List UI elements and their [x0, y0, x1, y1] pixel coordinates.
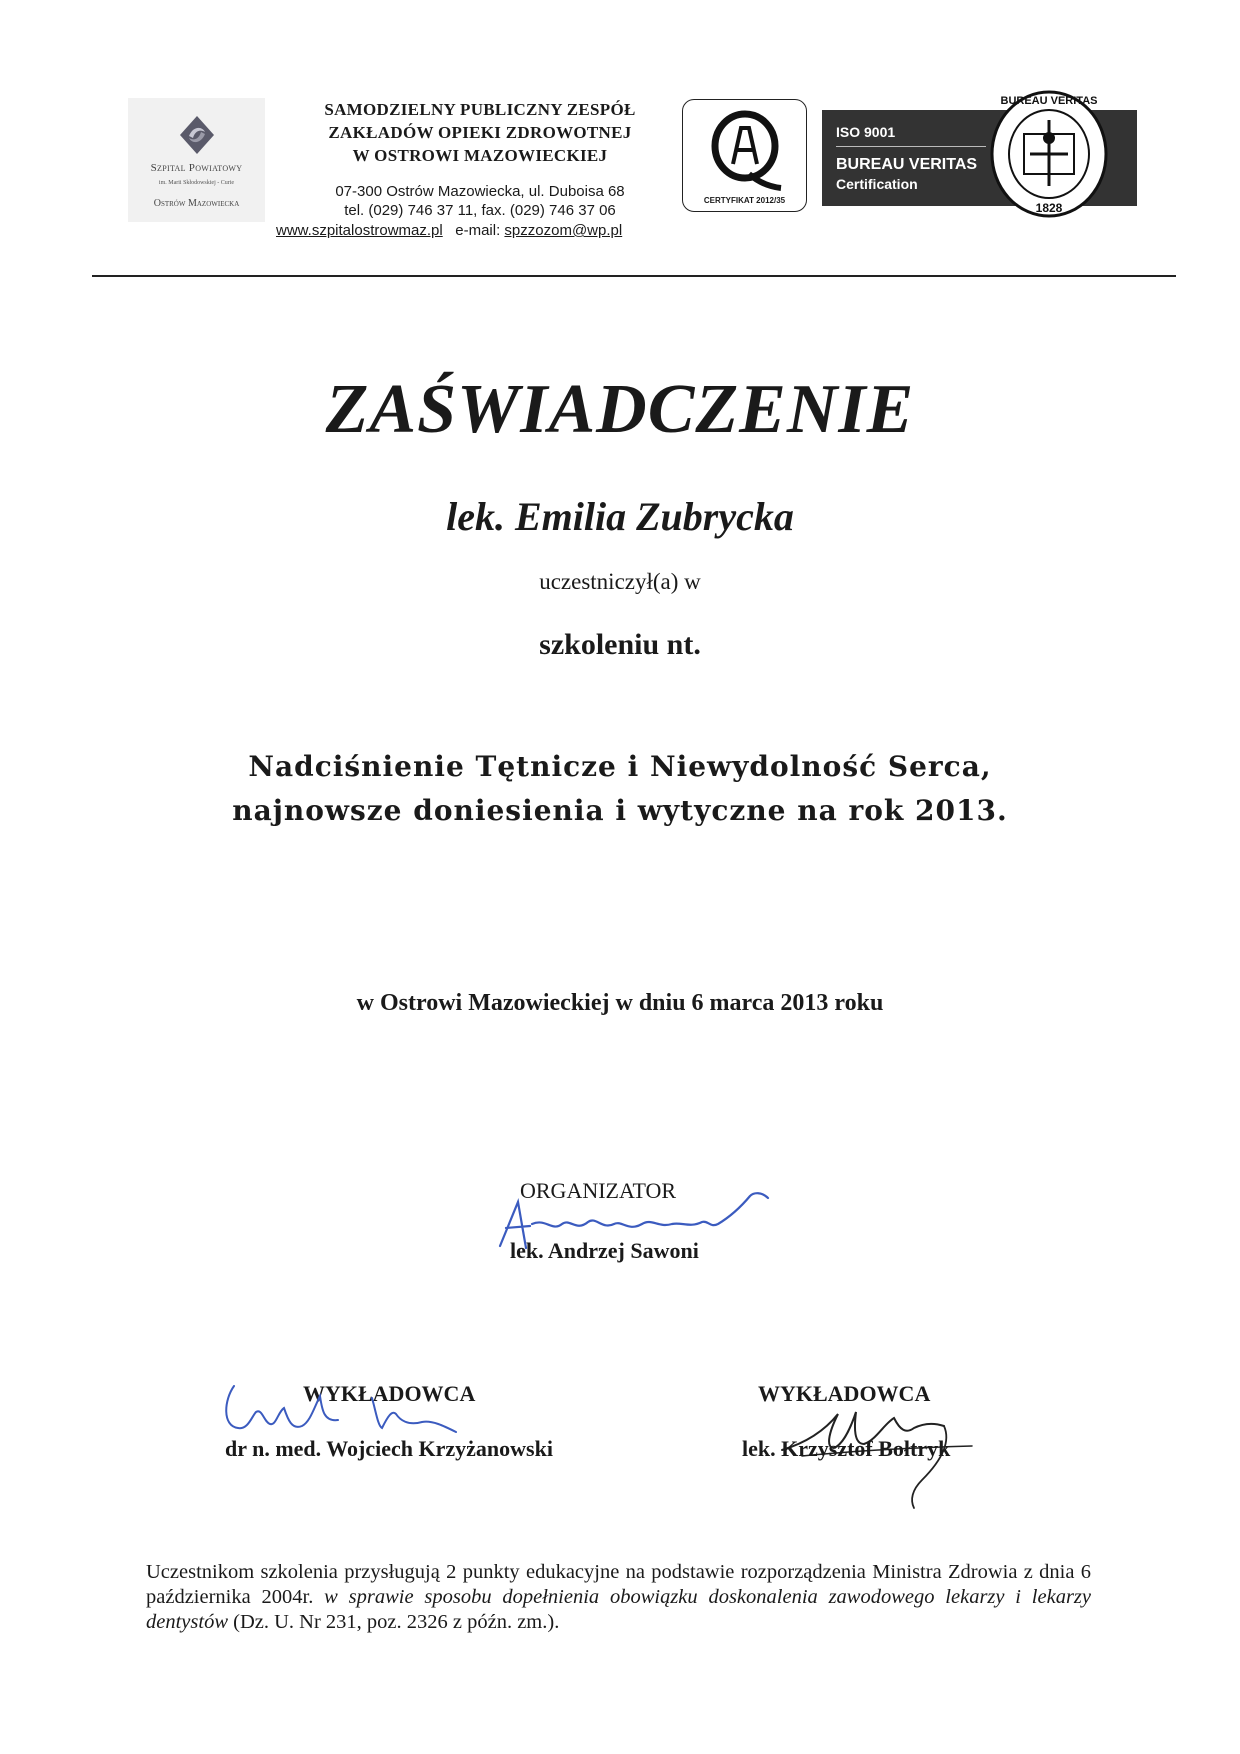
- email-link[interactable]: spzzozom@wp.pl: [504, 222, 623, 239]
- organizer-name: lek. Andrzej Sawoni: [510, 1238, 699, 1263]
- lecturer2-name: lek. Krzysztof Bołtryk: [742, 1436, 951, 1461]
- note-part1: Uczestnikom szkolenia przysługują 2 punkty edukacyjne na podstawie rozporządzenia Ministra Zdrowia z dnia 6 października 2004r.: [146, 1561, 1091, 1608]
- quality-q-icon: [701, 106, 789, 194]
- training-label: szkoleniu nt.: [539, 628, 701, 661]
- logo-line-patron: im. Marii Skłodowskiej - Curie: [158, 180, 235, 186]
- bureau-veritas-sub: Certification: [836, 176, 918, 192]
- lecturer1-label: WYKŁADOWCA: [303, 1381, 476, 1406]
- participation-text: uczestniczył(a) w: [539, 569, 701, 594]
- training-topic-line2: najnowsze doniesienia i wytyczne na rok 2013.: [232, 794, 1008, 827]
- iso-label: ISO 9001: [836, 124, 896, 140]
- institution-name-line1: SAMODZIELNY PUBLICZNY ZESPÓŁ: [324, 100, 636, 119]
- hospital-logo: [128, 98, 265, 222]
- recipient-name: lek. Emilia Zubrycka: [446, 494, 794, 539]
- quality-certificate-badge: [682, 99, 807, 212]
- badge-divider: [836, 146, 986, 147]
- training-topic: [0, 745, 1240, 833]
- bureau-veritas-year: 1828: [1035, 201, 1063, 215]
- email-label: e-mail:: [455, 222, 501, 239]
- place-and-date: w Ostrowi Mazowieckiej w dniu 6 marca 2013 roku: [356, 990, 884, 1016]
- quality-certificate-label: CERTYFIKAT 2012/35: [703, 196, 786, 205]
- education-points-note: [146, 1560, 1091, 1635]
- institution-name: [280, 98, 680, 167]
- logo-line-city: Ostrów Mazowiecka: [153, 198, 240, 209]
- training-topic-line1: Nadciśnienie Tętnicze i Niewydolność Serca,: [248, 750, 992, 783]
- hospital-emblem-icon: [180, 116, 214, 154]
- institution-web-line: [276, 222, 622, 239]
- note-regulation-title: w sprawie sposobu dopełnienia obowiązku doskonalenia zawodowego lekarzy i lekarzy dentystów: [146, 1586, 1091, 1633]
- institution-name-line2: ZAKŁADÓW OPIEKI ZDROWOTNEJ: [328, 123, 632, 142]
- institution-contact: [275, 182, 685, 220]
- svg-text:BUREAU VERITAS: BUREAU VERITAS: [1000, 95, 1098, 107]
- institution-name-line3: W OSTROWI MAZOWIECKIEJ: [352, 146, 608, 165]
- website-link[interactable]: www.szpitalostrowmaz.pl: [276, 222, 443, 239]
- lecturer1-name: dr n. med. Wojciech Krzyżanowski: [225, 1436, 553, 1461]
- logo-line-hospital: Szpital Powiatowy: [150, 162, 243, 174]
- bureau-veritas-name: BUREAU VERITAS: [836, 156, 978, 173]
- lecturer2-label: WYKŁADOWCA: [758, 1381, 931, 1406]
- institution-address: 07-300 Ostrów Mazowiecka, ul. Duboisa 68: [335, 183, 625, 200]
- organizer-label: ORGANIZATOR: [520, 1178, 677, 1203]
- institution-phone: tel. (029) 746 37 11, fax. (029) 746 37 06: [344, 202, 616, 219]
- note-part2: (Dz. U. Nr 231, poz. 2326 z późn. zm.).: [233, 1611, 560, 1633]
- bureau-veritas-seal-icon: [990, 90, 1108, 218]
- header-divider: [92, 275, 1176, 277]
- document-title: ZAŚWIADCZENIE: [325, 371, 915, 448]
